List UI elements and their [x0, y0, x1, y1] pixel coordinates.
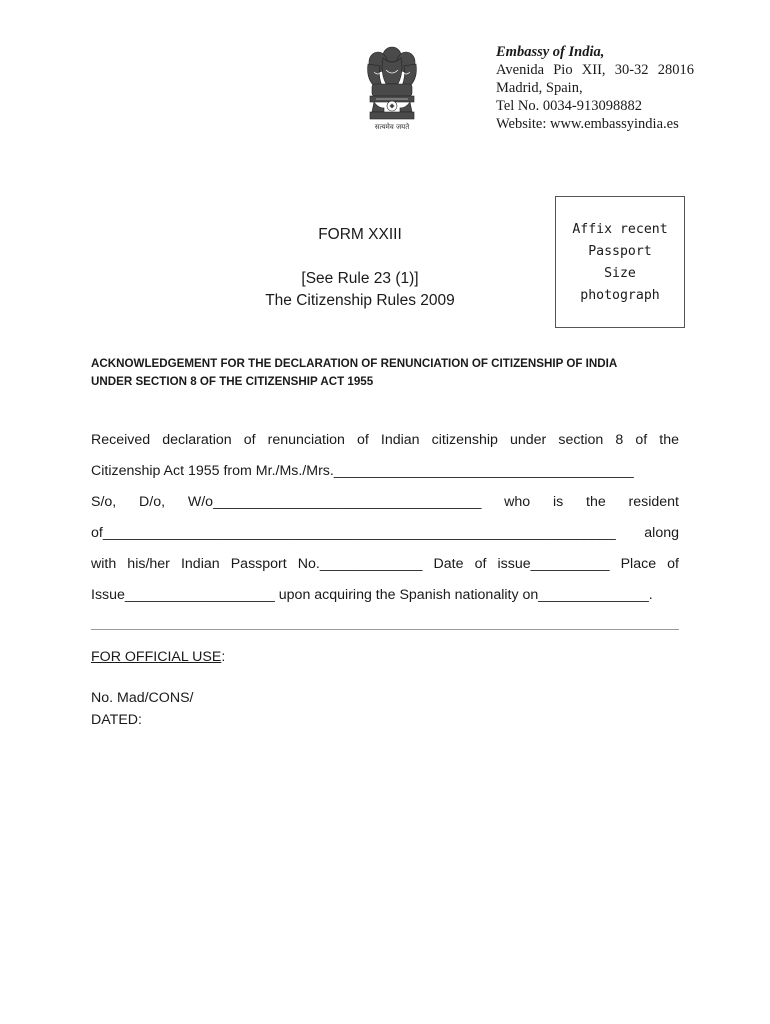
emblem-motto: सत्यमेव जयते: [374, 123, 410, 131]
heading-line-2: UNDER SECTION 8 OF THE CITIZENSHIP ACT 1955: [91, 375, 374, 388]
photo-box-line-4: photograph: [580, 288, 660, 303]
body-line-5: with his/her Indian Passport No._____________ Date of issue__________ Place of: [91, 556, 679, 572]
photo-box-line-1: Affix recent: [572, 222, 668, 237]
body-line-4: of_________________________________________________________________ along: [91, 525, 679, 541]
body-line-1: Received declaration of renunciation of Indian citizenship under section 8 of the: [91, 432, 679, 448]
official-number-label: No. Mad/CONS/: [91, 690, 194, 706]
official-use-colon: :: [221, 649, 226, 665]
official-use-section: [91, 646, 391, 731]
address-website: Website: www.embassyindia.es: [496, 116, 679, 132]
photo-box-line-3: Size: [604, 266, 636, 281]
acknowledgement-heading: [91, 355, 691, 391]
declaration-body: [91, 428, 679, 614]
form-rule-reference: [See Rule 23 (1)]: [301, 270, 419, 287]
official-use-heading: FOR OFFICIAL USE: [91, 649, 222, 665]
section-divider: [91, 629, 679, 630]
address-telephone: Tel No. 0034-913098882: [496, 98, 642, 114]
body-line-6: Issue___________________ upon acquiring the Spanish nationality on______________.: [91, 587, 653, 603]
form-title: FORM XXIII: [318, 226, 402, 243]
heading-line-1: ACKNOWLEDGEMENT FOR THE DECLARATION OF RENUNCIATION OF CITIZENSHIP OF INDIA: [91, 357, 618, 370]
photo-box-line-2: Passport: [588, 244, 652, 259]
official-use-heading-wrap: [91, 646, 391, 668]
form-title-block: [230, 224, 490, 312]
body-line-2: Citizenship Act 1955 from Mr./Ms./Mrs.______________________________________: [91, 463, 634, 479]
embassy-name: Embassy of India,: [496, 44, 605, 60]
official-dated-label: DATED:: [91, 712, 142, 728]
address-street: Avenida Pio XII, 30-32 28016: [496, 62, 694, 78]
passport-photo-box: [555, 196, 685, 328]
state-emblem-of-india-icon: [356, 42, 428, 138]
body-line-3: S/o, D/o, W/o__________________________________ who is the resident: [91, 494, 679, 510]
form-rules-name: The Citizenship Rules 2009: [265, 292, 455, 309]
embassy-address: [496, 43, 746, 133]
address-city: Madrid, Spain,: [496, 80, 583, 96]
